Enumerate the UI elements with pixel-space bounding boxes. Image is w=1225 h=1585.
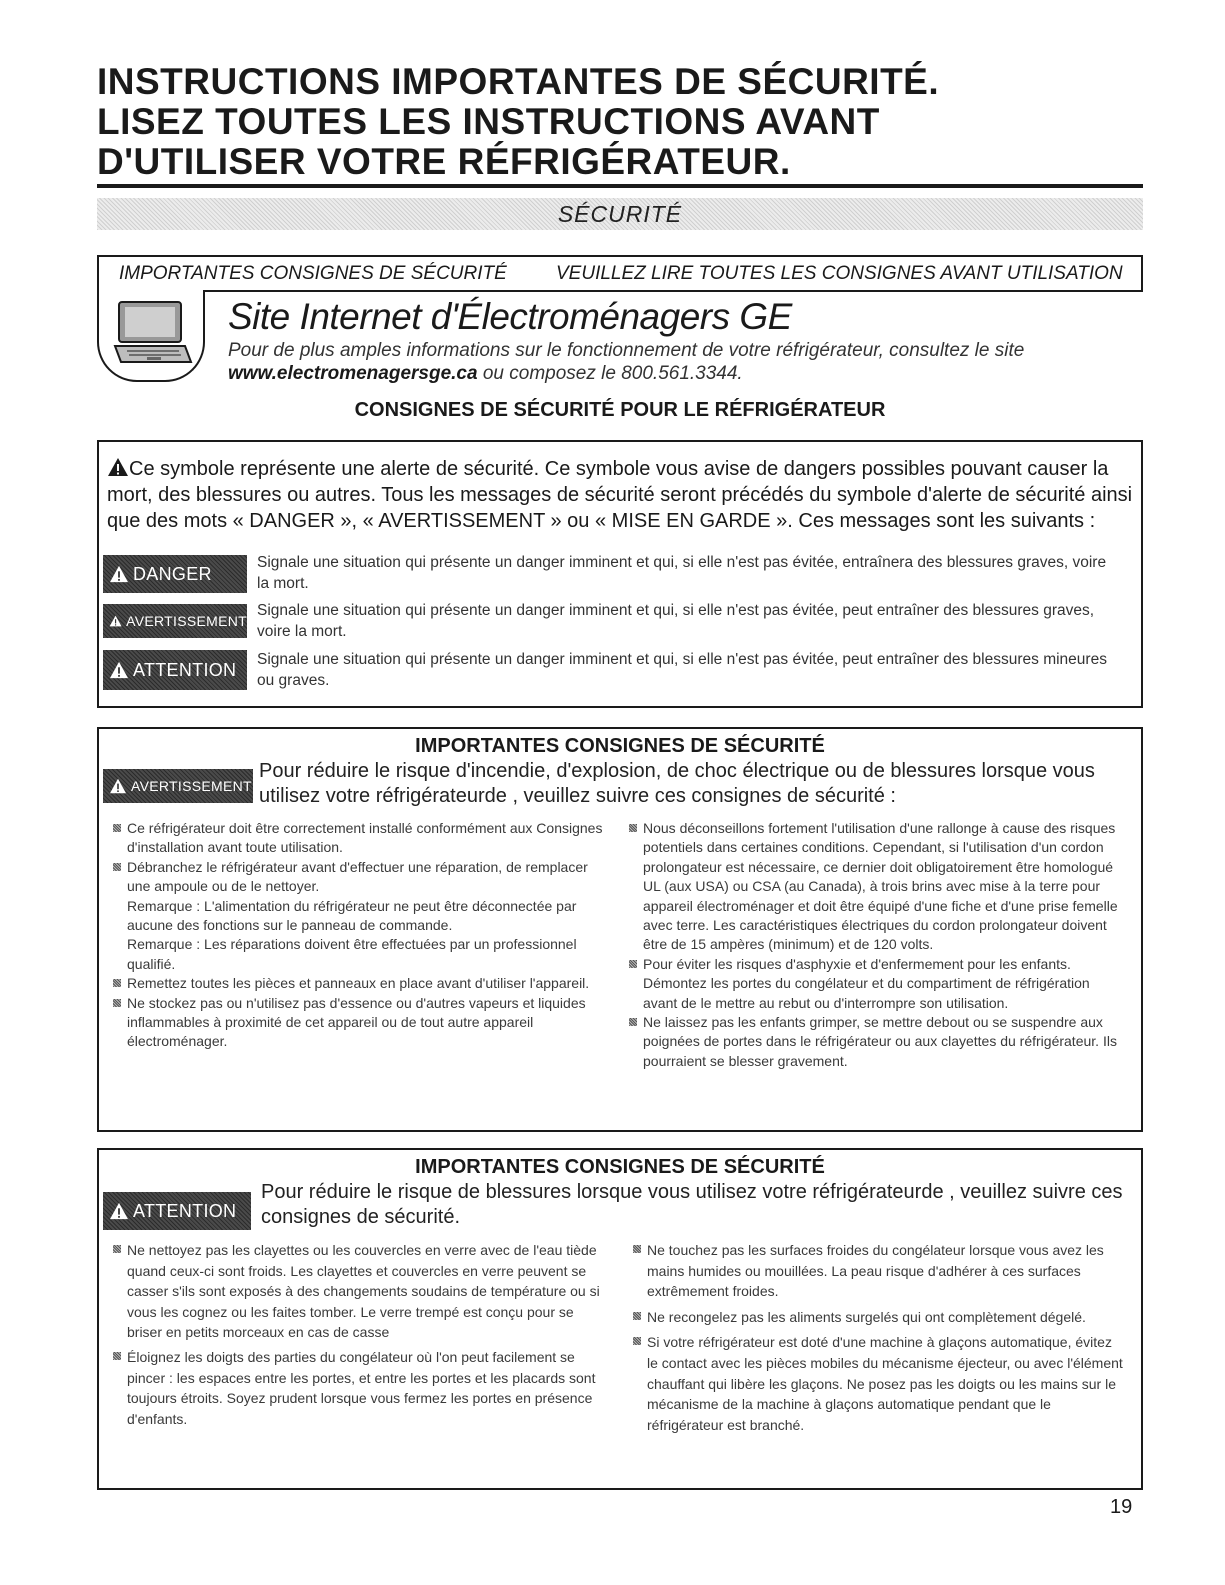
page-number: 19 xyxy=(1110,1496,1133,1518)
list-item: Ne nettoyez pas les clayettes ou les couvercles en verre avec de l'eau tiède quand ceux-ci sont froids. Les clayettes et couvercles en verre peuvent se casser s'ils sont exposés à des changements soudains de température ou si vous les cognez ou les faites tomber. Le verre trempé est conçu pour se briser en petits morceaux en cas de casse xyxy=(113,1240,603,1343)
title-rule xyxy=(97,184,1143,188)
website-desc-after: ou composez le 800.561.3344. xyxy=(477,363,743,384)
caution-left-column xyxy=(113,1240,603,1429)
alert-triangle-icon xyxy=(109,613,122,629)
list-item: Débranchez le réfrigérateur avant d'effectuer une réparation, de remplacer une ampoule ou de le nettoyer. xyxy=(113,858,603,897)
website-link[interactable]: www.electromenagersge.ca xyxy=(228,363,478,384)
caution-badge-label: ATTENTION xyxy=(133,659,237,680)
laptop-icon xyxy=(97,290,205,382)
alert-triangle-icon xyxy=(109,1202,129,1220)
caution-badge xyxy=(103,650,247,690)
list-item: Nous déconseillons fortement l'utilisation d'une rallonge à cause des risques potentiels dans certaines conditions. Cependant, si l'utilisation d'un cordon prolongateur est nécessaire, ce dernier doit obligatoirement être homologué UL (aux USA) ou CSA (au Canada), à trois brins avec mise à la terre pour appareil électroménager et doit être équipé d'une fiche et d'une prise femelle avec terre. Les caractéristiques électriques du cordon prolongateur doivent être de 15 ampères (minimum) et de 120 volts. xyxy=(629,819,1124,955)
caution-section-badge xyxy=(103,1192,251,1230)
title-line: D'UTILISER VOTRE RÉFRIGÉRATEUR. xyxy=(97,141,791,182)
website-title: Site Internet d'Électroménagers GE xyxy=(228,296,792,337)
warning-left-column xyxy=(113,819,603,1052)
danger-description: Signale une situation qui présente un danger imminent et qui, si elle n'est pas évitée, entraînera des blessures graves, voire la mort. xyxy=(257,554,1107,592)
strip-right-text: VEUILLEZ LIRE TOUTES LES CONSIGNES AVANT UTILISATION xyxy=(556,263,1123,284)
important-strip xyxy=(97,255,1143,292)
list-item: Ne touchez pas les surfaces froides du congélateur lorsque vous avez les mains humides ou mouillées. La peau risque d'adhérer à ces surfaces extrêmement froides. xyxy=(633,1240,1123,1302)
list-item: Éloignez les doigts des parties du congélateur où l'on peut facilement se pincer : les espaces entre les portes, et entre les portes et les placards sont toujours étroits. Soyez prudent lorsque vous fermez les portes en présence d'enfants. xyxy=(113,1347,603,1429)
warning-section-heading: IMPORTANTES CONSIGNES DE SÉCURITÉ xyxy=(415,735,825,757)
caution-right-column xyxy=(633,1240,1123,1435)
caution-description: Signale une situation qui présente un danger imminent et qui, si elle n'est pas évitée, peut entraîner des blessures mineures ou graves. xyxy=(257,651,1107,689)
caution-section xyxy=(97,1148,1143,1490)
alert-triangle-icon xyxy=(107,457,129,477)
list-item-note: Remarque : L'alimentation du réfrigérateur ne peut être déconnectée par aucune des fonctions sur le panneau de commande. xyxy=(127,897,577,934)
alert-intro-text: Ce symbole représente une alerte de sécurité. Ce symbole vous avise de dangers possibles pouvant causer la mort, des blessures ou autres. Tous les messages de sécurité seront précédés du symbole d'alerte de sécurité ainsi que des mots « DANGER », « AVERTISSEMENT » ou « MISE EN GARDE ». Ces messages sont les suivants : xyxy=(107,458,1133,532)
warning-section-badge xyxy=(103,769,253,803)
list-item: Ne stockez pas ou n'utilisez pas d'essence ou d'autres vapeurs et liquides inflammables à proximité de cet appareil ou de tout autre appareil électroménager. xyxy=(113,994,603,1052)
security-band-label: SÉCURITÉ xyxy=(557,201,683,227)
list-item: Ne recongelez pas les aliments surgelés qui ont complètement dégelé. xyxy=(633,1307,1123,1328)
alert-triangle-icon xyxy=(109,565,129,583)
security-band xyxy=(97,198,1143,230)
caution-section-lead: Pour réduire le risque de blessures lorsque vous utilisez votre réfrigérateurde , veuillez suivre ces consignes de sécurité. xyxy=(261,1181,1123,1228)
danger-badge-label: DANGER xyxy=(133,563,212,584)
warning-section-badge-label: AVERTISSEMENT xyxy=(131,778,252,794)
warning-right-column xyxy=(629,819,1124,1071)
danger-badge xyxy=(103,555,247,593)
list-item: Si votre réfrigérateur est doté d'une machine à glaçons automatique, évitez le contact avec les pièces mobiles du mécanisme éjecteur, ou avec l'élément chauffant qui libère les glaçons. Ne posez pas les doigts ou les mains sur le mécanisme de la machine à glaçons automatique pendant que le réfrigérateur est branché. xyxy=(633,1332,1123,1435)
list-item: Ce réfrigérateur doit être correctement installé conformément aux Consignes d'installation avant toute utilisation. xyxy=(113,819,603,858)
warning-section-lead: Pour réduire le risque d'incendie, d'explosion, de choc électrique ou de blessures lorsque vous utilisez votre réfrigérateurde , veuillez suivre ces consignes de sécurité : xyxy=(259,760,1095,807)
title-line: INSTRUCTIONS IMPORTANTES DE SÉCURITÉ. xyxy=(97,61,940,102)
caution-section-badge-label: ATTENTION xyxy=(133,1200,237,1221)
warning-section xyxy=(97,727,1143,1132)
warning-badge xyxy=(103,604,247,638)
safety-heading: CONSIGNES DE SÉCURITÉ POUR LE RÉFRIGÉRATEUR xyxy=(354,399,886,421)
title-line: LISEZ TOUTES LES INSTRUCTIONS AVANT xyxy=(97,101,880,142)
alert-intro xyxy=(107,456,1137,534)
list-item-note: Remarque : Les réparations doivent être effectuées par un professionnel qualifié. xyxy=(127,936,577,972)
strip-left-text: IMPORTANTES CONSIGNES DE SÉCURITÉ xyxy=(119,263,507,284)
list-item: Pour éviter les risques d'asphyxie et d'enfermement pour les enfants. Démontez les portes du congélateur et du compartiment de réfrigération avant de le mettre au rebut ou d'interrompre son utilisation. xyxy=(629,955,1124,1013)
caution-section-heading: IMPORTANTES CONSIGNES DE SÉCURITÉ xyxy=(415,1156,825,1178)
page-title xyxy=(97,62,1147,182)
alert-box xyxy=(97,440,1143,708)
warning-description: Signale une situation qui présente un danger imminent et qui, si elle n'est pas évitée, peut entraîner des blessures graves, voire la mort. xyxy=(257,602,1095,640)
alert-triangle-icon xyxy=(109,778,127,794)
alert-triangle-icon xyxy=(109,661,129,679)
website-desc-before: Pour de plus amples informations sur le fonctionnement de votre réfrigérateur, consultez le site xyxy=(228,340,1025,361)
list-item: Remettez toutes les pièces et panneaux en place avant d'utiliser l'appareil. xyxy=(113,974,603,993)
list-item: Ne laissez pas les enfants grimper, se mettre debout ou se suspendre aux poignées de portes dans le réfrigérateur ou aux clayettes du réfrigérateur. Ils pourraient se blesser gravement. xyxy=(629,1013,1124,1071)
warning-badge-label: AVERTISSEMENT xyxy=(126,613,247,629)
website-description xyxy=(228,339,1143,385)
